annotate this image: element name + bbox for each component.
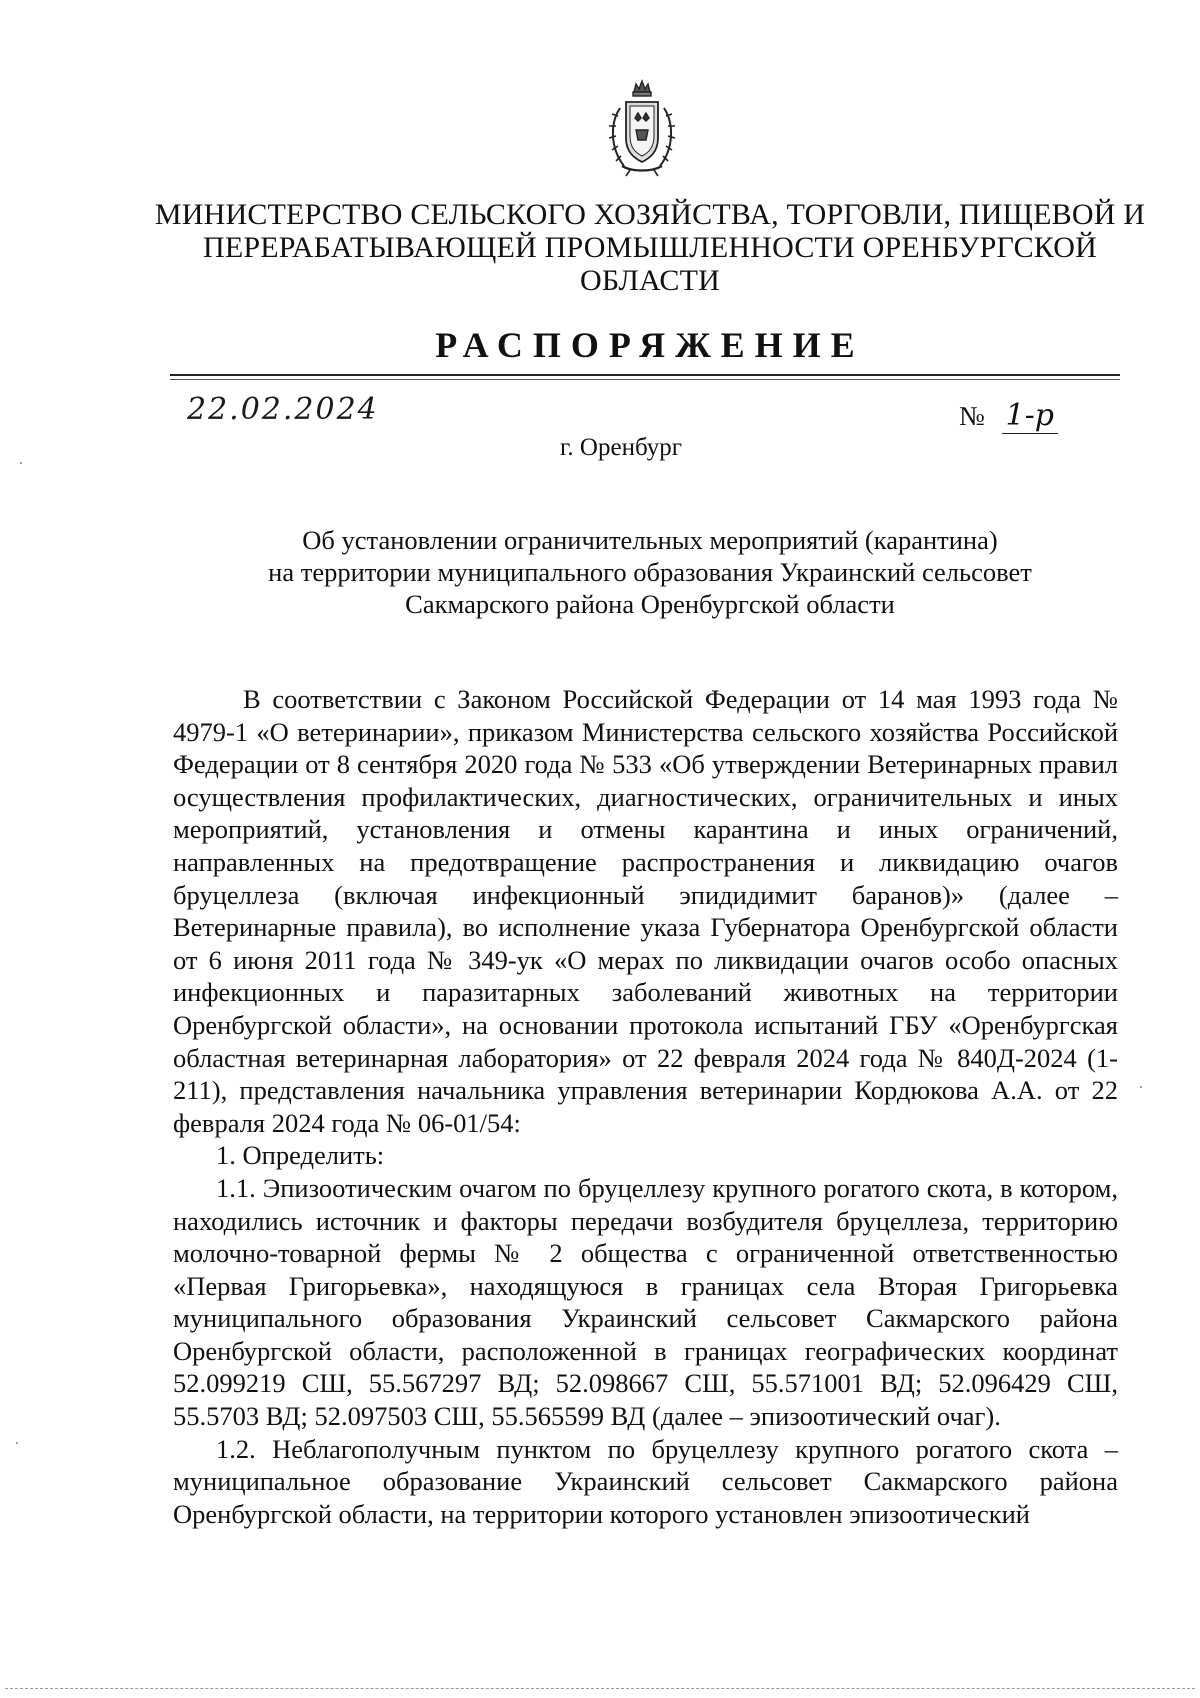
header-divider-thick — [170, 374, 1120, 376]
document-number — [959, 398, 1058, 434]
header-divider-thin — [170, 379, 1120, 380]
organization-line: ОБЛАСТИ — [579, 264, 721, 297]
oblast-coat-of-arms-icon — [602, 78, 682, 178]
organization-name — [150, 198, 1150, 297]
document-body — [173, 683, 1118, 1530]
subject-line: Сакмарского района Оренбургской области — [405, 589, 895, 619]
item-1-1: 1.1. Эпизоотическим очагом по бруцеллезу крупного рогатого скота, в котором, находились источник и факторы передачи возбудителя бруцеллеза, территорию молочно-товарной фермы № 2 общества с ограниченной ответственностью «Первая Григорьевка», находящуюся в границах села Вторая Григорьевка муниципального образования Украинский сельсовет Сакмарского района Оренбургской области, расположенной в границах географических координат 52.099219 СШ, 55.567297 ВД; 52.098667 СШ, 55.571001 ВД; 52.096429 СШ, 55.5703 ВД; 52.097503 СШ, 55.565599 ВД (далее – эпизоотический очаг). — [173, 1172, 1118, 1432]
subject-line: Об установлении ограничительных мероприятий (карантина) — [302, 525, 998, 555]
organization-line: МИНИСТЕРСТВО СЕЛЬСКОГО ХОЗЯЙСТВА, ТОРГОВЛИ, ПИЩЕВОЙ И — [154, 198, 1146, 231]
document-subject — [200, 524, 1100, 620]
document-type-title: РАСПОРЯЖЕНИЕ — [435, 325, 865, 365]
number-value: 1-р — [1002, 398, 1058, 434]
scan-speck — [16, 1442, 18, 1444]
document-city: г. Оренбург — [560, 434, 682, 461]
document-date: 22.02.2024 — [187, 392, 379, 427]
number-label: № — [959, 401, 985, 431]
preamble-paragraph: В соответствии с Законом Российской Федерации от 14 мая 1993 года № 4979-1 «О ветеринарии», приказом Министерства сельского хозяйства Российской Федерации от 8 сентября 2020 года № 533 «Об утверждении Ветеринарных правил осуществления профилактических, диагностических, ограничительных и иных мероприятий, установления и отмены карантина и иных ограничений, направленных на предотвращение распространения и ликвидацию очагов бруцеллеза (включая инфекционный эпидидимит баранов)» (далее – Ветеринарные правила), во исполнение указа Губернатора Оренбургской области от 6 июня 2011 года № 349-ук «О мерах по ликвидации очагов особо опасных инфекционных и паразитарных заболеваний животных на территории Оренбургской области», на основании протокола испытаний ГБУ «Оренбургская областная ветеринарная лаборатория» от 22 февраля 2024 года № 840Д-2024 (1-211), представления начальника управления ветеринарии Кордюкова А.А. от 22 февраля 2024 года № 06-01/54: — [173, 684, 1118, 1138]
subject-line: на территории муниципального образования Украинский сельсовет — [268, 557, 1032, 587]
scan-speck — [1140, 1086, 1142, 1088]
item-1: 1. Определить: — [216, 1140, 385, 1171]
scan-speck — [20, 462, 22, 464]
organization-line: ПЕРЕРАБАТЫВАЮЩЕЙ ПРОМЫШЛЕННОСТИ ОРЕНБУРГСКОЙ — [202, 231, 1098, 264]
item-1-2: 1.2. Неблагополучным пунктом по бруцеллезу крупного рогатого скота – муниципальное образование Украинский сельсовет Сакмарского района Оренбургской области, на территории которого установлен эпизоотический — [173, 1433, 1118, 1529]
scan-bottom-edge — [5, 1688, 1195, 1689]
